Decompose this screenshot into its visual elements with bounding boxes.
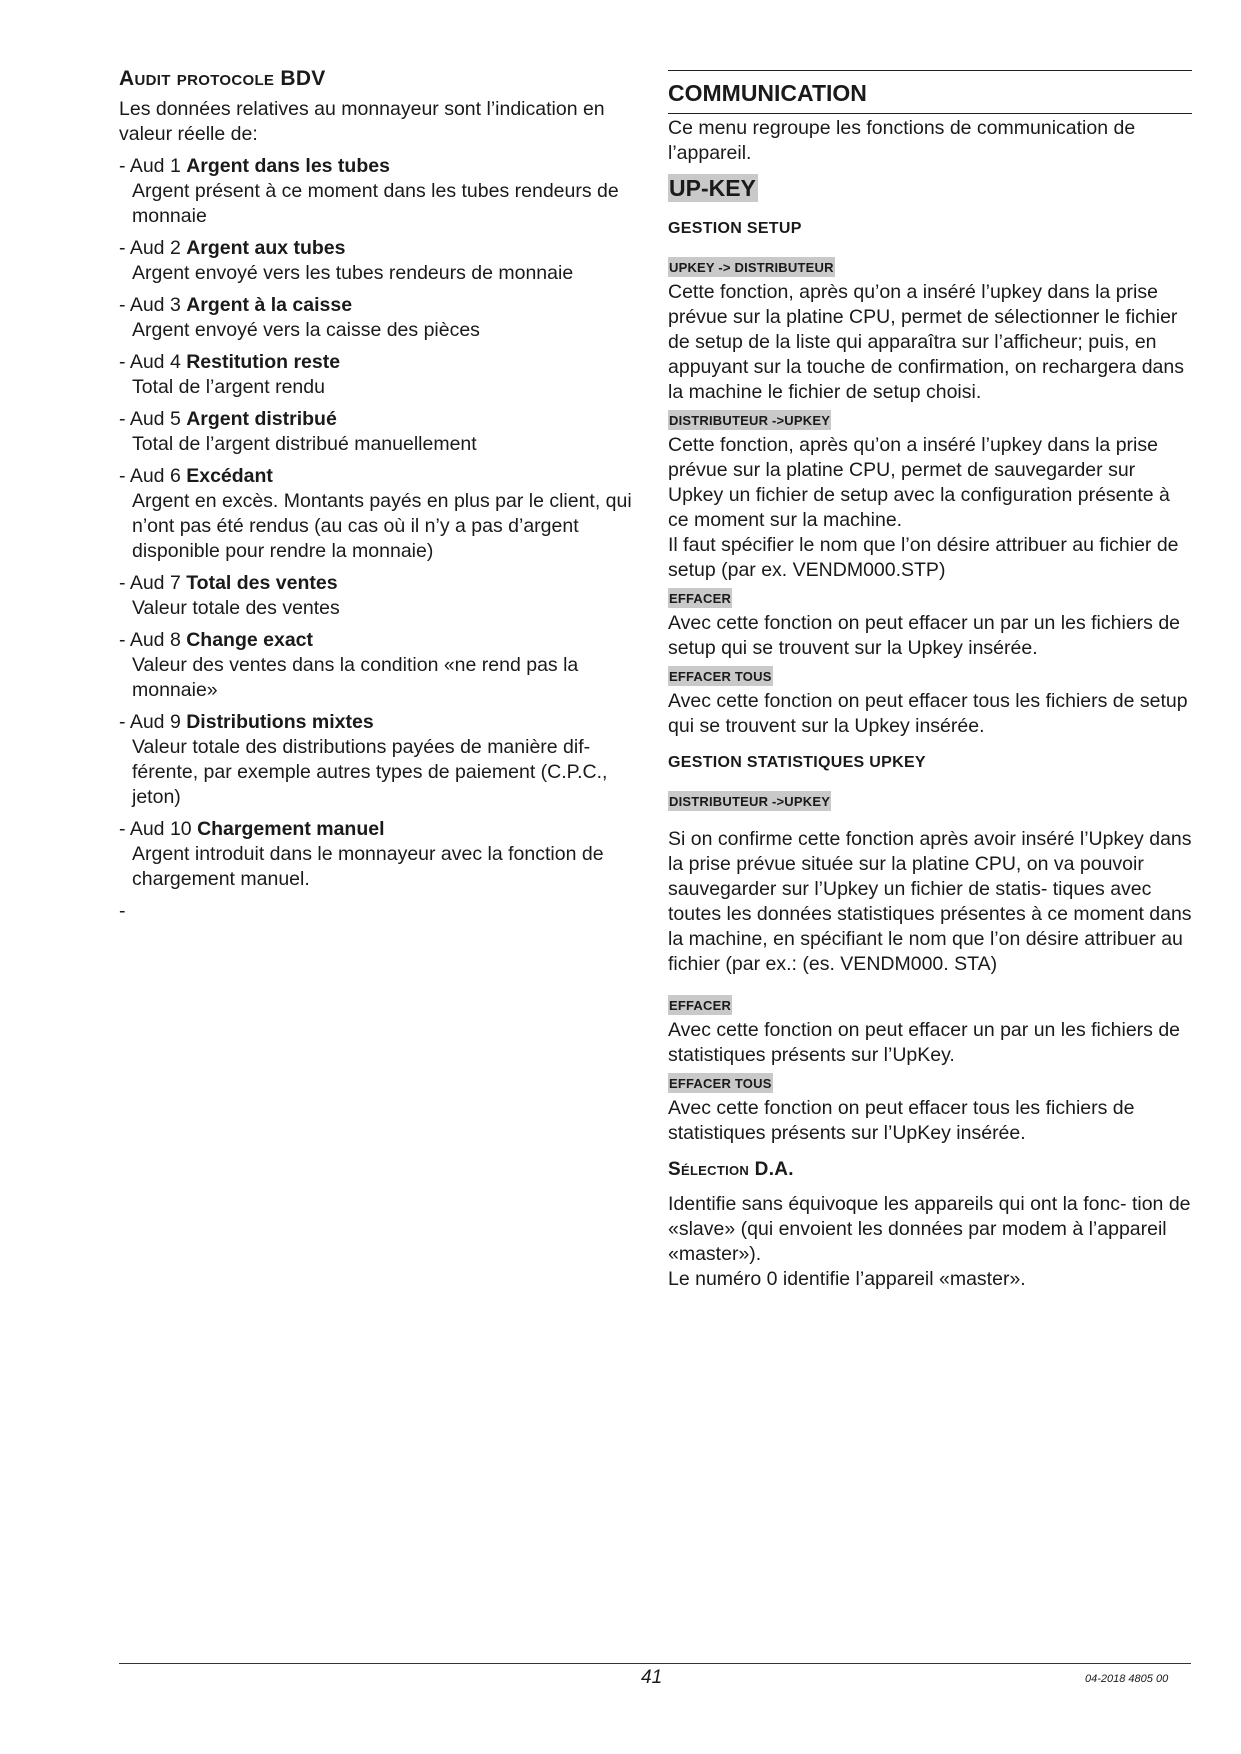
aud-item-label: Argent dans les tubes (186, 155, 390, 177)
text-effacer-tous-stats: Avec cette fonction on peut effacer tous les fichiers de statistiques présents sur l’UpKey insérée. (668, 1097, 1135, 1144)
text-distributeur-upkey-stats: Si on confirme cette fonction après avoir inséré l’Upkey dans la prise prévue située sur la platine CPU, on va pouvoir sauvegarder sur l’Upkey un fichier de statis- tiques avec toutes les données statistiques présentes à ce moment dans la machine, en spécifiant le nom que l’on désire attribuer au fichier (par ex.: (es. VENDM000. STA) (668, 828, 1192, 975)
text-distributeur-upkey-b: Il faut spécifier le nom que l’on désire attribuer au fichier de setup (par ex. VENDM000.STP) (668, 534, 1179, 581)
aud-item-title (119, 817, 639, 842)
aud-item-prefix: - Aud 7 (119, 572, 187, 594)
aud-item-prefix: - Aud 8 (119, 629, 187, 651)
document-code: 04-2018 4805 00 (1085, 1673, 1169, 1685)
aud-item-prefix: - Aud 6 (119, 465, 187, 487)
aud-item-prefix: - Aud 2 (119, 237, 187, 259)
aud-item-prefix: - Aud 3 (119, 294, 187, 316)
aud-item-description: Argent en excès. Montants payés en plus par le client, qui n’ont pas été rendus (au cas où il n’y a pas d’argent disponible pour rendre la monnaie) (132, 490, 632, 562)
aud-item-label: Distributions mixtes (186, 711, 374, 733)
aud-list (119, 154, 639, 892)
right-column (668, 70, 1192, 1292)
aud-item-title (119, 628, 639, 653)
aud-item-description: Valeur totale des ventes (132, 597, 340, 619)
aud-item (119, 628, 639, 703)
aud-item-title (119, 464, 639, 489)
text-effacer-tous: Avec cette fonction on peut effacer tous les fichiers de setup qui se trouvent sur la Upkey insérée. (668, 690, 1188, 737)
aud-item (119, 571, 639, 621)
audit-protocole-heading: Audit protocole BDV (119, 67, 326, 90)
tag-effacer-tous: EFFACER TOUS (668, 666, 773, 686)
aud-item-description: Argent envoyé vers les tubes rendeurs de monnaie (132, 262, 574, 284)
gestion-setup-heading: GESTION SETUP (668, 220, 802, 237)
aud-item-title (119, 710, 639, 735)
aud-item-description: Valeur totale des distributions payées de manière dif- férente, par exemple autres types de paiement (C.P.C., jeton) (132, 736, 608, 808)
aud-item (119, 154, 639, 229)
communication-intro: Ce menu regroupe les fonctions de communication de l’appareil. (668, 117, 1136, 164)
footer-divider (119, 1663, 1191, 1664)
text-distributeur-upkey-a: Cette fonction, après qu’on a inséré l’upkey dans la prise prévue sur la platine CPU, permet de sauvegarder sur Upkey un fichier de setup avec la configuration présente à ce moment sur la machine. (668, 434, 1170, 531)
tag-upkey-distributeur: UPKEY -> DISTRIBUTEUR (668, 257, 835, 277)
aud-item-label: Argent aux tubes (186, 237, 346, 259)
gestion-statistiques-heading: GESTION STATISTIQUES UPKEY (668, 754, 926, 771)
aud-item-title (119, 236, 639, 261)
aud-item-prefix: - Aud 10 (119, 818, 198, 840)
text-effacer: Avec cette fonction on peut effacer un par un les fichiers de setup qui se trouvent sur la Upkey insérée. (668, 612, 1181, 659)
tag-effacer-tous-stats: EFFACER TOUS (668, 1073, 773, 1093)
aud-item-label: Restitution reste (186, 351, 341, 373)
aud-item-prefix: - Aud 4 (119, 351, 187, 373)
tag-effacer-stats: EFFACER (668, 995, 732, 1015)
page-number: 41 (641, 1667, 663, 1688)
aud-item-description: Total de l’argent rendu (132, 376, 325, 398)
aud-item (119, 464, 639, 564)
selection-da-text-a: Identifie sans équivoque les appareils qui ont la fonc- tion de «slave» (qui envoient les données par modem à l’appareil «master»). (668, 1193, 1191, 1265)
audit-intro: Les données relatives au monnayeur sont l’indication en valeur réelle de: (119, 98, 605, 145)
aud-item-prefix: - Aud 5 (119, 408, 187, 430)
aud-item-prefix: - Aud 1 (119, 155, 187, 177)
aud-item (119, 293, 639, 343)
communication-heading: COMMUNICATION (668, 70, 1192, 114)
aud-item-description: Valeur des ventes dans la condition «ne rend pas la monnaie» (132, 654, 579, 701)
aud-item-title (119, 350, 639, 375)
aud-item-label: Change exact (186, 629, 314, 651)
aud-item-label: Argent à la caisse (186, 294, 353, 316)
text-upkey-distributeur: Cette fonction, après qu’on a inséré l’upkey dans la prise prévue sur la platine CPU, permet de sélectionner le fichier de setup de la liste qui apparaîtra sur l’afficheur; puis, en appuyant sur la touche de confirmation, on rechargera dans la machine le fichier de setup choisi. (668, 281, 1184, 403)
aud-item-prefix: - Aud 9 (119, 711, 187, 733)
aud-item (119, 710, 639, 810)
selection-da-heading: Sélection D.A. (668, 1159, 794, 1180)
tag-effacer: EFFACER (668, 588, 732, 608)
aud-item-label: Total des ventes (186, 572, 338, 594)
aud-item-description: Argent envoyé vers la caisse des pièces (132, 319, 480, 341)
left-column (119, 66, 639, 924)
aud-item (119, 817, 639, 892)
selection-da-text-b: Le numéro 0 identifie l’appareil «master». (668, 1268, 1026, 1290)
aud-item-title (119, 154, 639, 179)
tag-distributeur-upkey-stats: DISTRIBUTEUR ->UPKEY (668, 791, 831, 811)
trailing-dash: - (119, 900, 126, 922)
aud-item (119, 350, 639, 400)
aud-item-label: Chargement manuel (197, 818, 385, 840)
aud-item (119, 236, 639, 286)
aud-item-title (119, 407, 639, 432)
aud-item-description: Argent présent à ce moment dans les tubes rendeurs de monnaie (132, 180, 619, 227)
aud-item-title (119, 571, 639, 596)
upkey-heading: UP-KEY (669, 175, 756, 201)
aud-item (119, 407, 639, 457)
aud-item-label: Argent distribué (186, 408, 337, 430)
aud-item-description: Argent introduit dans le monnayeur avec la fonction de chargement manuel. (132, 843, 604, 890)
text-effacer-stats: Avec cette fonction on peut effacer un par un les fichiers de statistiques présents sur l’UpKey. (668, 1019, 1181, 1066)
aud-item-label: Excédant (186, 465, 273, 487)
tag-distributeur-upkey: DISTRIBUTEUR ->UPKEY (668, 410, 831, 430)
aud-item-description: Total de l’argent distribué manuellement (132, 433, 477, 455)
aud-item-title (119, 293, 639, 318)
